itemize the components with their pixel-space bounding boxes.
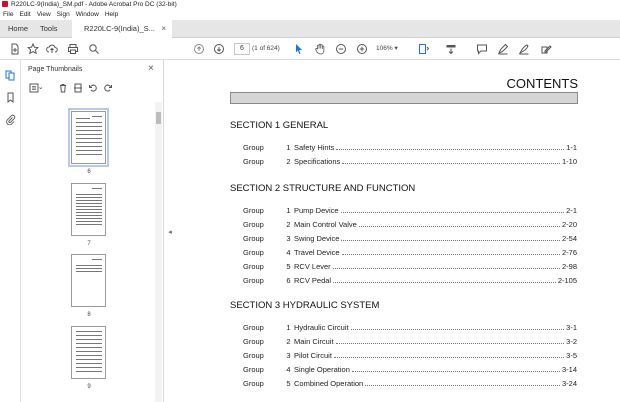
dot-leader — [365, 379, 560, 386]
dot-leader — [336, 337, 565, 344]
print-icon[interactable] — [67, 42, 79, 56]
highlight-pen-icon[interactable] — [497, 42, 509, 56]
group-number: 6 — [286, 276, 291, 285]
section-heading: SECTION 2 STRUCTURE AND FUNCTION — [230, 183, 416, 194]
thumbnail-text-line — [76, 221, 102, 222]
group-number: 4 — [286, 248, 291, 257]
entry-title: Specifications — [294, 157, 341, 166]
collapse-panel-arrow-icon[interactable]: ◂ — [168, 229, 172, 236]
thumbnail-text-line — [76, 347, 102, 348]
page-thumbnail[interactable] — [71, 183, 106, 236]
group-label: Group — [243, 323, 264, 332]
thumbnail-text-line — [76, 206, 102, 207]
thumbnail-text-line — [76, 224, 102, 225]
bookmark-star-icon[interactable] — [27, 42, 39, 56]
dot-leader — [333, 276, 556, 283]
contents-entry[interactable] — [243, 157, 577, 167]
group-label: Group — [243, 379, 264, 388]
group-number: 3 — [286, 234, 291, 243]
section-heading: SECTION 3 HYDRAULIC SYSTEM — [230, 300, 380, 311]
entry-title: Swing Device — [294, 234, 340, 243]
entry-title: Main Circuit — [294, 337, 334, 346]
thumbnail-text-line — [76, 331, 102, 332]
thumbnail-list — [21, 103, 154, 402]
contents-entry[interactable] — [243, 143, 577, 153]
heading-rule-bar — [230, 92, 578, 104]
close-tab-icon[interactable]: × — [161, 24, 166, 33]
zoom-in-icon[interactable] — [356, 42, 368, 56]
main-toolbar — [0, 38, 620, 60]
page-thumbnails-icon[interactable] — [4, 69, 17, 82]
page-reference: 2-98 — [561, 262, 577, 271]
comment-icon[interactable] — [476, 42, 488, 56]
entry-title: RCV Lever — [294, 262, 331, 271]
panel-title: Page Thumbnails — [28, 66, 83, 73]
group-number: 3 — [286, 351, 291, 360]
entry-title: Main Control Valve — [294, 220, 357, 229]
contents-entry[interactable] — [243, 323, 577, 333]
bookmarks-icon[interactable] — [4, 91, 17, 104]
thumbnail-text-line — [76, 209, 102, 210]
thumbnail-text-line — [76, 367, 102, 368]
scrolling-mode-icon[interactable] — [445, 42, 457, 56]
contents-entry[interactable] — [243, 379, 577, 389]
page-reference: 2-76 — [561, 248, 577, 257]
thumbnail-text-line — [76, 126, 102, 127]
thumbnail-text-line — [76, 142, 102, 143]
group-number: 2 — [286, 337, 291, 346]
page-reference: 3-2 — [566, 337, 577, 346]
group-number: 1 — [286, 206, 291, 215]
page-reference: 2-54 — [561, 234, 577, 243]
page-reference: 1-10 — [561, 157, 577, 166]
attachments-paperclip-icon[interactable] — [4, 113, 17, 126]
thumbnail-text-line — [76, 359, 102, 360]
dot-leader — [333, 262, 560, 269]
rotate-clockwise-icon[interactable] — [102, 82, 114, 94]
thumbnail-scrollbar[interactable] — [155, 102, 162, 402]
window-titlebar — [0, 0, 620, 10]
thumbnail-text-line — [76, 134, 102, 135]
tab-tools[interactable]: Tools — [40, 24, 58, 33]
upload-cloud-icon[interactable] — [46, 42, 58, 56]
page-reference: 1-1 — [566, 143, 577, 152]
page-reference: 2-105 — [557, 276, 577, 285]
thumbnail-text-line — [76, 118, 90, 119]
thumbnail-text-line — [76, 218, 102, 219]
window-title: R220LC-9(India)_SM.pdf - Adobe Acrobat Pro DC (32-bit) — [11, 1, 177, 8]
next-page-icon[interactable] — [213, 42, 225, 56]
document-heading: CONTENTS — [506, 76, 578, 91]
thumbnail-text-line — [76, 355, 102, 356]
contents-entry[interactable] — [243, 337, 577, 347]
thumbnail-text-line — [76, 194, 102, 195]
new-document-icon[interactable] — [9, 42, 21, 56]
menu-sign[interactable]: Sign — [56, 11, 70, 18]
group-label: Group — [243, 365, 264, 374]
thumbnail-page-label: 6 — [87, 169, 91, 175]
group-label: Group — [243, 234, 264, 243]
entry-title: RCV Pedal — [294, 276, 332, 285]
dot-leader — [341, 206, 565, 213]
thumbnail-text-line — [76, 130, 102, 131]
entry-title: Single Operation — [294, 365, 350, 374]
thumbnail-text-line — [76, 363, 102, 364]
page-reference: 3-24 — [561, 379, 577, 388]
tab-bar — [0, 20, 620, 38]
dot-leader — [342, 157, 560, 164]
thumbnail-text-line — [76, 122, 102, 123]
fill-sign-icon[interactable] — [540, 42, 552, 56]
group-label: Group — [243, 206, 264, 215]
thumbnail-toolbar — [27, 82, 157, 96]
dot-leader — [341, 234, 560, 241]
page-display-icon[interactable] — [418, 42, 430, 56]
tab-home[interactable]: Home — [8, 24, 29, 33]
page-thumbnail[interactable] — [71, 111, 106, 164]
contents-entry[interactable] — [243, 206, 577, 216]
thumbnail-text-line — [92, 116, 102, 117]
entry-title: Pump Device — [294, 206, 339, 215]
close-panel-icon[interactable]: × — [148, 63, 154, 74]
section-heading: SECTION 1 GENERAL — [230, 120, 329, 131]
page-thumbnail[interactable] — [71, 254, 106, 307]
group-number: 1 — [286, 323, 291, 332]
acrobat-app-icon — [2, 1, 8, 7]
group-label: Group — [243, 143, 264, 152]
entry-title: Safety Hints — [294, 143, 335, 152]
entry-title: Pilot Circuit — [294, 351, 332, 360]
tab-document-label: R220LC-9(India)_S... — [84, 24, 155, 33]
entry-title: Travel Device — [294, 248, 340, 257]
zoom-level-value: 106% — [376, 45, 393, 52]
thumbnail-text-line — [76, 271, 102, 272]
group-label: Group — [243, 351, 264, 360]
thumbnail-text-line — [92, 188, 102, 189]
thumbnail-text-line — [76, 200, 102, 201]
contents-entry[interactable] — [243, 351, 577, 361]
group-number: 2 — [286, 157, 291, 166]
page-reference: 3-1 — [566, 323, 577, 332]
menu-help[interactable]: Help — [104, 11, 119, 18]
tab-document[interactable] — [72, 20, 172, 38]
thumbnail-text-line — [76, 265, 102, 266]
dot-leader — [336, 143, 564, 150]
group-number: 2 — [286, 220, 291, 229]
thumbnail-page-label: 7 — [87, 241, 91, 247]
zoom-out-icon[interactable] — [335, 42, 347, 56]
contents-entry[interactable] — [243, 220, 577, 230]
thumbnail-options-icon[interactable] — [27, 82, 45, 94]
thumbnail-text-line — [92, 259, 102, 260]
contents-entry[interactable] — [243, 248, 577, 258]
zoom-level-select[interactable] — [376, 43, 398, 55]
group-number: 1 — [286, 143, 291, 152]
menu-edit[interactable]: Edit — [19, 11, 31, 18]
navigation-pane-icons — [0, 60, 21, 402]
sign-pen-icon[interactable] — [518, 42, 530, 56]
insert-page-icon[interactable] — [72, 82, 84, 94]
thumbnail-text-line — [76, 138, 102, 139]
menu-file[interactable]: File — [3, 11, 14, 18]
entry-title: Hydraulic Circuit — [294, 323, 349, 332]
group-label: Group — [243, 276, 264, 285]
delete-page-icon[interactable] — [57, 82, 69, 94]
contents-entry[interactable] — [243, 234, 577, 244]
page-reference: 2-20 — [561, 220, 577, 229]
dot-leader — [352, 365, 560, 372]
page-reference: 3-14 — [561, 365, 577, 374]
previous-page-icon[interactable] — [193, 42, 205, 56]
group-number: 5 — [286, 379, 291, 388]
thumbnail-text-line — [76, 212, 102, 213]
thumbnail-page-label: 8 — [87, 312, 91, 318]
page-count: (1 of 624) — [252, 45, 280, 52]
menu-window[interactable]: Window — [75, 11, 99, 18]
dot-leader — [359, 220, 560, 227]
thumbnail-text-line — [76, 268, 102, 269]
thumbnail-text-line — [76, 343, 102, 344]
menu-view[interactable]: View — [36, 11, 51, 18]
page-thumbnail[interactable] — [71, 326, 106, 379]
thumbnail-text-line — [76, 371, 102, 372]
thumbnail-text-line — [76, 351, 102, 352]
thumbnail-text-line — [76, 215, 102, 216]
thumbnail-text-line — [76, 335, 102, 336]
thumbnail-text-line — [76, 154, 102, 155]
thumbnail-page-label: 9 — [87, 384, 91, 390]
select-cursor-icon[interactable] — [293, 42, 305, 56]
thumbnail-text-line — [76, 146, 102, 147]
thumbnail-text-line — [76, 150, 102, 151]
group-label: Group — [243, 157, 264, 166]
group-number: 4 — [286, 365, 291, 374]
dot-leader — [351, 323, 565, 330]
group-label: Group — [243, 248, 264, 257]
group-label: Group — [243, 220, 264, 229]
search-icon[interactable] — [88, 42, 100, 56]
menu-bar — [0, 10, 620, 20]
rotate-counterclockwise-icon[interactable] — [87, 82, 99, 94]
contents-entry[interactable] — [243, 276, 577, 286]
contents-entry[interactable] — [243, 262, 577, 272]
page-number-input[interactable]: 6 — [234, 43, 250, 55]
dot-leader — [342, 248, 560, 255]
group-number: 5 — [286, 262, 291, 271]
group-label: Group — [243, 337, 264, 346]
entry-title: Combined Operation — [294, 379, 364, 388]
thumbnail-text-line — [76, 203, 102, 204]
page-reference: 3-5 — [566, 351, 577, 360]
group-label: Group — [243, 262, 264, 271]
page-thumbnails-panel — [21, 60, 164, 402]
thumbnail-text-line — [76, 339, 102, 340]
hand-tool-icon[interactable] — [314, 42, 326, 56]
scrollbar-thumb[interactable] — [156, 112, 161, 124]
page-reference: 2-1 — [566, 206, 577, 215]
contents-entry[interactable] — [243, 365, 577, 375]
thumbnail-text-line — [76, 197, 102, 198]
chevron-down-icon: ▾ — [394, 45, 398, 52]
dot-leader — [334, 351, 564, 358]
